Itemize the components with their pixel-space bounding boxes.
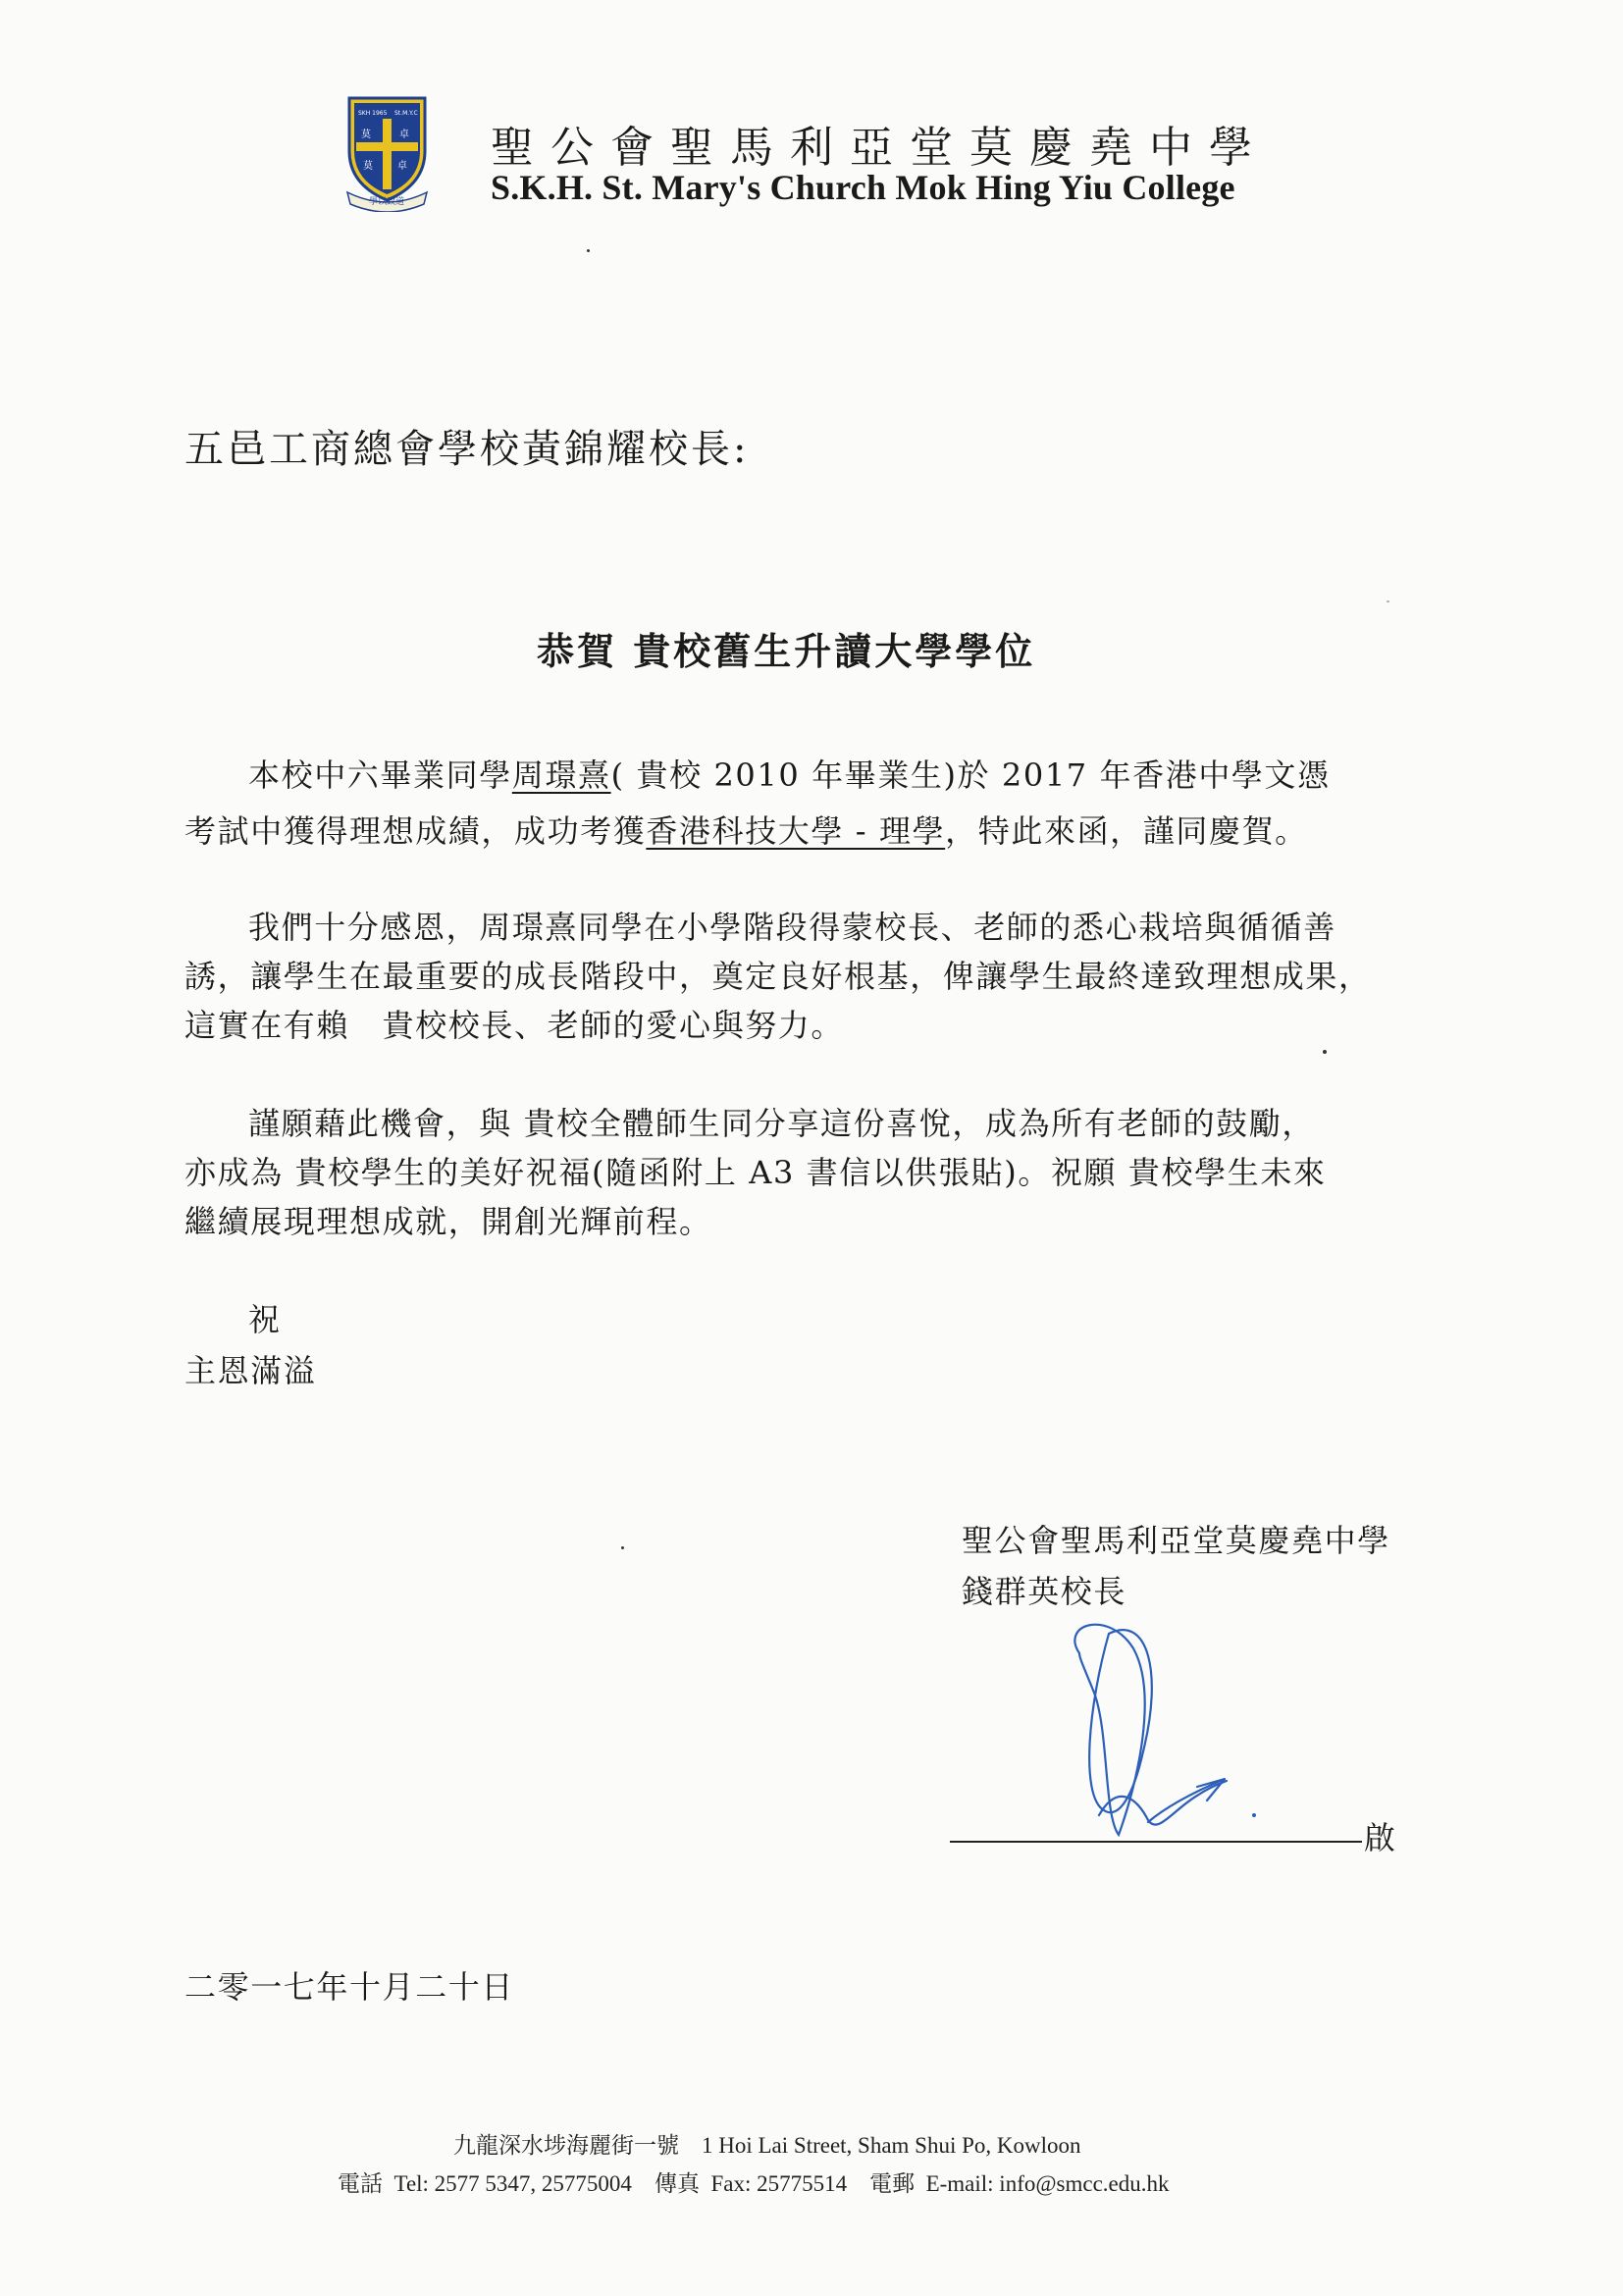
- scan-speck: [1387, 600, 1389, 602]
- address-english: 1 Hoi Lai Street, Sham Shui Po, Kowloon: [702, 2133, 1081, 2158]
- svg-text:St.M.Y.C: St.M.Y.C: [394, 110, 418, 117]
- admitted-programme: 香港科技大學 - 理學: [646, 812, 946, 850]
- tel-label: 電話: [338, 2171, 383, 2196]
- sender-principal: 錢群英校長: [962, 1573, 1127, 1610]
- sign-suffix: 啟: [1364, 1819, 1397, 1856]
- scan-speck: [587, 249, 590, 252]
- school-name-english: S.K.H. St. Mary's Church Mok Hing Yiu College: [491, 168, 1235, 207]
- fax-number: Fax: 25775514: [710, 2171, 848, 2196]
- signature-line: [950, 1841, 1362, 1843]
- scan-speck: [621, 1546, 624, 1549]
- paragraph-3-line-2: 亦成為 貴校學生的美好祝福(隨函附上 A3 書信以供張貼)。祝願 貴校學生未來: [184, 1154, 1327, 1191]
- svg-text:莫: 莫: [361, 130, 371, 140]
- paragraph-2-line-1: 我們十分感恩，周璟熹同學在小學階段得蒙校長、老師的悉心栽培與循循善: [248, 909, 1336, 946]
- letter-date: 二零一七年十月二十日: [184, 1968, 515, 2006]
- student-name: 周璟熹: [511, 757, 611, 794]
- address-chinese: 九龍深水埗海麗街一號: [453, 2133, 679, 2158]
- footer-address: [453, 2127, 1081, 2160]
- salutation: 五邑工商總會學校黃錦耀校長:: [184, 427, 750, 472]
- letter-subject: 恭賀 貴校舊生升讀大學學位: [537, 629, 1036, 673]
- p1-text-mid: ( 貴校 2010 年畢業生)於 2017 年香港中學文憑: [610, 757, 1331, 794]
- svg-text:學以致道: 學以致道: [369, 197, 405, 207]
- p1-text-pre: 本校中六畢業同學: [248, 757, 512, 794]
- svg-text:卓: 卓: [397, 161, 407, 172]
- footer-contact: [338, 2166, 1170, 2198]
- paragraph-3-line-3: 繼續展現理想成就，開創光輝前程。: [184, 1203, 712, 1240]
- p1-text-pre-2: 考試中獲得理想成績，成功考獲: [184, 812, 647, 850]
- email-address: E-mail: info@smcc.edu.hk: [925, 2171, 1170, 2196]
- paragraph-1-line-2: [184, 807, 1308, 852]
- paragraph-1-line-1: [248, 751, 1331, 796]
- tel-numbers: Tel: 2577 5347, 25775004: [393, 2171, 632, 2196]
- email-label: 電郵: [869, 2171, 916, 2196]
- svg-text:SKH 1965: SKH 1965: [358, 110, 388, 117]
- scan-speck: [1323, 1050, 1327, 1054]
- paragraph-2-line-3: 這實在有賴 貴校校長、老師的愛心與努力。: [184, 1007, 845, 1044]
- svg-text:莫: 莫: [363, 161, 373, 172]
- sender-school: 聖公會聖馬利亞堂莫慶堯中學: [962, 1522, 1390, 1559]
- paragraph-2-line-2: 誘，讓學生在最重要的成長階段中，奠定良好根基，俾讓學生最終達致理想成果，: [184, 958, 1372, 995]
- closing-blessing: 祝: [248, 1301, 282, 1338]
- paragraph-3-line-1: 謹願藉此機會，與 貴校全體師生同分享這份喜悅，成為所有老師的鼓勵，: [248, 1105, 1315, 1142]
- handwritten-signature: [1050, 1614, 1276, 1850]
- svg-text:卓: 卓: [399, 130, 409, 140]
- closing-phrase: 主恩滿溢: [184, 1352, 317, 1389]
- school-crest-logo: [345, 90, 429, 212]
- fax-label: 傳真: [654, 2171, 700, 2196]
- school-name-chinese: 聖公會聖馬利亞堂莫慶堯中學: [491, 123, 1269, 173]
- p1-text-post: ，特此來函，謹同慶賀。: [945, 812, 1308, 850]
